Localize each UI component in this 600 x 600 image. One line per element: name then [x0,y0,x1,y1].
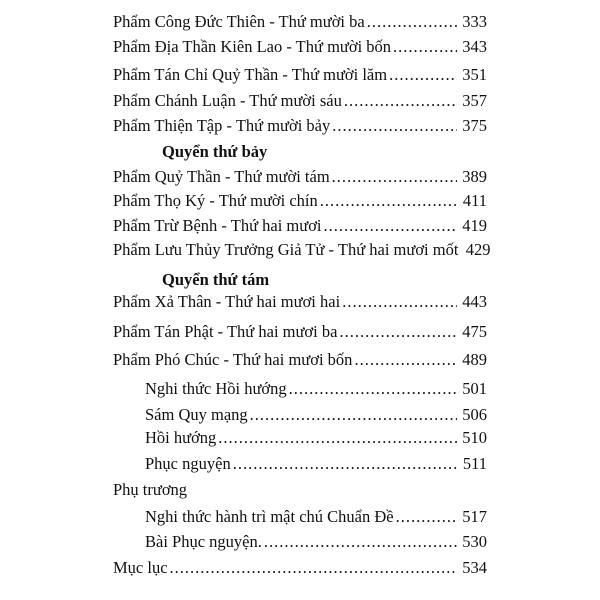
dot-leader [233,453,457,475]
dot-leader [354,349,457,371]
entry-title: Phẩm Lưu Thủy Trưởng Giả Tử - Thứ hai mươi mốt [113,240,459,259]
entry-title: Nghi thức Hồi hướng [145,379,287,398]
toc-entry [113,90,487,112]
entry-page: 443 [462,292,487,311]
entry-title: Sám Quy mạng [145,405,248,424]
toc-entry [113,11,487,33]
toc-entry [113,64,487,86]
appendix-heading: Phụ trương [113,480,188,499]
entry-title: Phẩm Tán Phật - Thứ hai mươi ba [113,322,338,341]
dot-leader [393,36,457,58]
entry-title: Hồi hướng [145,428,217,447]
entry-page: 419 [462,216,487,235]
dot-leader [332,166,457,188]
dot-leader [344,90,457,112]
entry-page: 351 [462,65,487,84]
toc-entry [113,557,487,579]
entry-title: Phẩm Xả Thân - Thứ hai mươi hai [113,292,341,311]
toc-entry [113,349,487,371]
entry-page: 506 [462,405,487,424]
entry-title: Phẩm Tán Chỉ Quỷ Thần - Thứ mười lăm [113,65,388,84]
toc-entry [145,427,487,449]
entry-page: 333 [462,12,487,31]
entry-title: Phẩm Trừ Bệnh - Thứ hai mươi [113,216,322,235]
entry-page: 411 [462,191,487,210]
toc-entry [145,531,487,553]
toc-entry [145,378,487,400]
entry-title: Phẩm Thiện Tập - Thứ mười bảy [113,116,331,135]
entry-page: 357 [462,91,487,110]
entry-page: 534 [462,558,487,577]
toc-entry [113,190,487,212]
dot-leader [320,190,457,212]
entry-title: Bài Phục nguyện. [145,532,262,551]
toc-entry [145,453,487,475]
dot-leader [332,115,457,137]
entry-page: 530 [462,532,487,551]
section-heading: Quyển thứ tám [162,270,270,289]
toc-entry [113,321,487,343]
entry-page: 517 [462,507,487,526]
dot-leader [396,506,457,528]
entry-page: 510 [462,428,487,447]
toc-entry [113,166,487,188]
entry-title: Phẩm Địa Thần Kiên Lao - Thứ mười bốn [113,37,392,56]
dot-leader [324,215,457,237]
entry-page: 475 [462,322,487,341]
entry-title: Phẩm Công Đức Thiên - Thứ mười ba [113,12,365,31]
entry-title: Phẩm Phó Chúc - Thứ hai mươi bốn [113,350,353,369]
toc-entry [145,506,487,528]
entry-page: 389 [462,167,487,186]
toc-entry [113,115,487,137]
entry-title: Mục lục [113,558,168,577]
dot-leader [367,11,457,33]
toc-entry [113,215,487,237]
toc-entry [113,291,487,313]
entry-page: 429 [465,240,491,259]
toc-entry [145,404,487,426]
entry-title: Phẩm Thọ Ký - Thứ mười chín [113,191,318,210]
toc-entry [113,239,491,261]
entry-page: 489 [462,350,487,369]
dot-leader [250,404,457,426]
entry-page: 375 [462,116,487,135]
dot-leader [342,291,457,313]
dot-leader [218,427,457,449]
entry-page: 511 [462,454,487,473]
toc-entry [113,36,487,58]
entry-title: Phẩm Quỷ Thần - Thứ mười tám [113,167,330,186]
entry-page: 501 [462,379,487,398]
entry-title: Phẩm Chánh Luận - Thứ mười sáu [113,91,342,110]
dot-leader [339,321,457,343]
dot-leader [289,378,457,400]
section-heading: Quyển thứ bảy [162,142,268,161]
entry-title: Nghi thức hành trì mật chú Chuẩn Đề [145,507,394,526]
dot-leader [170,557,457,579]
dot-leader [389,64,457,86]
dot-leader [264,531,457,553]
entry-title: Phục nguyện [145,454,231,473]
entry-page: 343 [462,37,487,56]
